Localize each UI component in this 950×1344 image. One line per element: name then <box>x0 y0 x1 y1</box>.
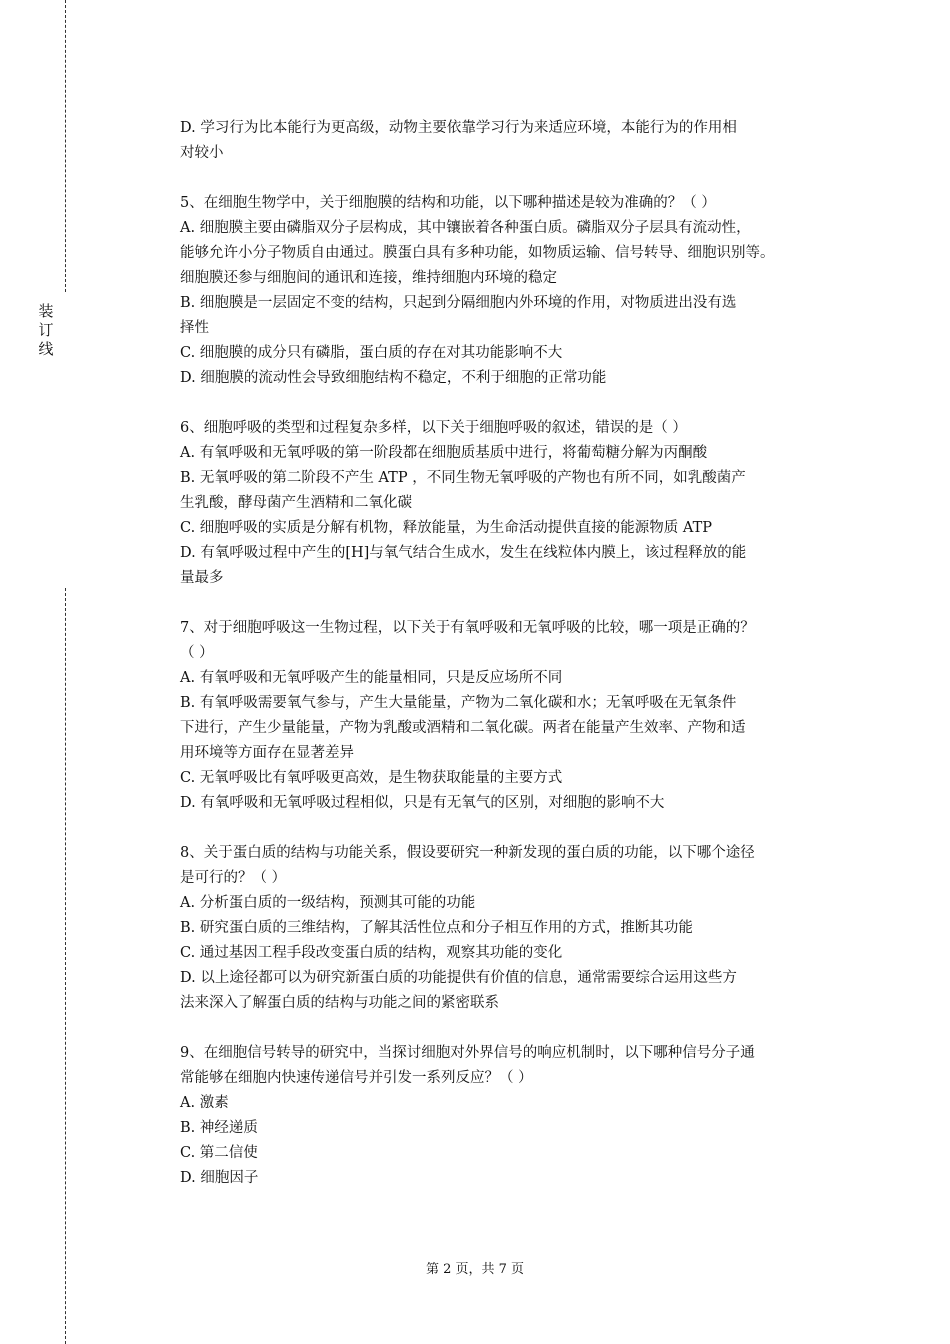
question-content <box>180 116 855 1191</box>
question-stem: 7、对于细胞呼吸这一生物过程，以下关于有氧呼吸和无氧呼吸的比较，哪一项是正确的？ <box>180 620 755 636</box>
binding-line-bottom <box>65 588 66 1344</box>
binding-char: 装 <box>38 302 54 320</box>
option-line: 法来深入了解蛋白质的结构与功能之间的紧密联系 <box>180 995 499 1011</box>
question-6 <box>180 416 855 591</box>
option-line: B. 神经递质 <box>180 1120 258 1136</box>
option-line: A. 有氧呼吸和无氧呼吸的第一阶段都在细胞质基质中进行，将葡萄糖分解为丙酮酸 <box>180 445 708 461</box>
option-line: D. 有氧呼吸过程中产生的[H]与氧气结合生成水，发生在线粒体内膜上，该过程释放的能 <box>180 545 747 561</box>
question-stem: 8、关于蛋白质的结构与功能关系，假设要研究一种新发现的蛋白质的功能，以下哪个途径 <box>180 845 755 861</box>
option-line: C. 细胞膜的成分只有磷脂，蛋白质的存在对其功能影响不大 <box>180 345 563 361</box>
binding-line-top <box>65 0 66 292</box>
binding-label <box>36 302 56 359</box>
option-line: C. 细胞呼吸的实质是分解有机物，释放能量，为生命活动提供直接的能源物质 ATP <box>180 520 713 536</box>
binding-char: 线 <box>38 340 54 358</box>
option-line: A. 激素 <box>180 1095 229 1111</box>
option-line: 量最多 <box>180 570 224 586</box>
question-stem: （ ） <box>180 645 214 661</box>
continuation-block <box>180 116 855 166</box>
question-9 <box>180 1041 855 1191</box>
option-line: C. 无氧呼吸比有氧呼吸更高效，是生物获取能量的主要方式 <box>180 770 563 786</box>
option-line: C. 通过基因工程手段改变蛋白质的结构，观察其功能的变化 <box>180 945 563 961</box>
page-number: 第 2 页，共 7 页 <box>425 1262 525 1277</box>
option-line: B. 无氧呼吸的第二阶段不产生 ATP ，不同生物无氧呼吸的产物也有所不同，如乳酸菌产 <box>180 470 746 486</box>
option-line: 生乳酸，酵母菌产生酒精和二氧化碳 <box>180 495 412 511</box>
option-line: D. 学习行为比本能行为更高级，动物主要依靠学习行为来适应环境，本能行为的作用相 <box>180 120 737 136</box>
option-line: 用环境等方面存在显著差异 <box>180 745 354 761</box>
question-8 <box>180 841 855 1016</box>
option-line: B. 研究蛋白质的三维结构，了解其活性位点和分子相互作用的方式，推断其功能 <box>180 920 693 936</box>
option-line: A. 分析蛋白质的一级结构，预测其可能的功能 <box>180 895 476 911</box>
option-line: 下进行，产生少量能量，产物为乳酸或酒精和二氧化碳。两者在能量产生效率、产物和适 <box>180 720 746 736</box>
option-line: 细胞膜还参与细胞间的通讯和连接，维持细胞内环境的稳定 <box>180 270 557 286</box>
option-line: A. 有氧呼吸和无氧呼吸产生的能量相同，只是反应场所不同 <box>180 670 563 686</box>
option-line: 能够允许小分子物质自由通过。膜蛋白具有多种功能，如物质运输、信号转导、细胞识别等。 <box>180 245 775 261</box>
option-line: A. 细胞膜主要由磷脂双分子层构成，其中镶嵌着各种蛋白质。磷脂双分子层具有流动性， <box>180 220 751 236</box>
binding-char: 订 <box>38 321 54 339</box>
question-stem: 9、在细胞信号转导的研究中，当探讨细胞对外界信号的响应机制时，以下哪种信号分子通 <box>180 1045 755 1061</box>
question-stem: 是可行的？（ ） <box>180 870 287 886</box>
option-line: C. 第二信使 <box>180 1145 258 1161</box>
option-line: 对较小 <box>180 145 224 161</box>
question-stem: 5、在细胞生物学中，关于细胞膜的结构和功能，以下哪种描述是较为准确的？（ ） <box>180 195 716 211</box>
option-line: B. 细胞膜是一层固定不变的结构，只起到分隔细胞内外环境的作用，对物质进出没有选 <box>180 295 737 311</box>
option-line: D. 细胞因子 <box>180 1170 259 1186</box>
question-stem: 6、细胞呼吸的类型和过程复杂多样，以下关于细胞呼吸的叙述，错误的是（ ） <box>180 420 687 436</box>
option-line: 择性 <box>180 320 209 336</box>
option-line: D. 以上途径都可以为研究新蛋白质的功能提供有价值的信息，通常需要综合运用这些方 <box>180 970 737 986</box>
option-line: D. 有氧呼吸和无氧呼吸过程相似，只是有无氧气的区别，对细胞的影响不大 <box>180 795 665 811</box>
option-line: B. 有氧呼吸需要氧气参与，产生大量能量，产物为二氧化碳和水；无氧呼吸在无氧条件 <box>180 695 737 711</box>
option-line: D. 细胞膜的流动性会导致细胞结构不稳定，不利于细胞的正常功能 <box>180 370 607 386</box>
question-7 <box>180 616 855 816</box>
question-stem: 常能够在细胞内快速传递信号并引发一系列反应？（ ） <box>180 1070 533 1086</box>
question-5 <box>180 191 855 391</box>
